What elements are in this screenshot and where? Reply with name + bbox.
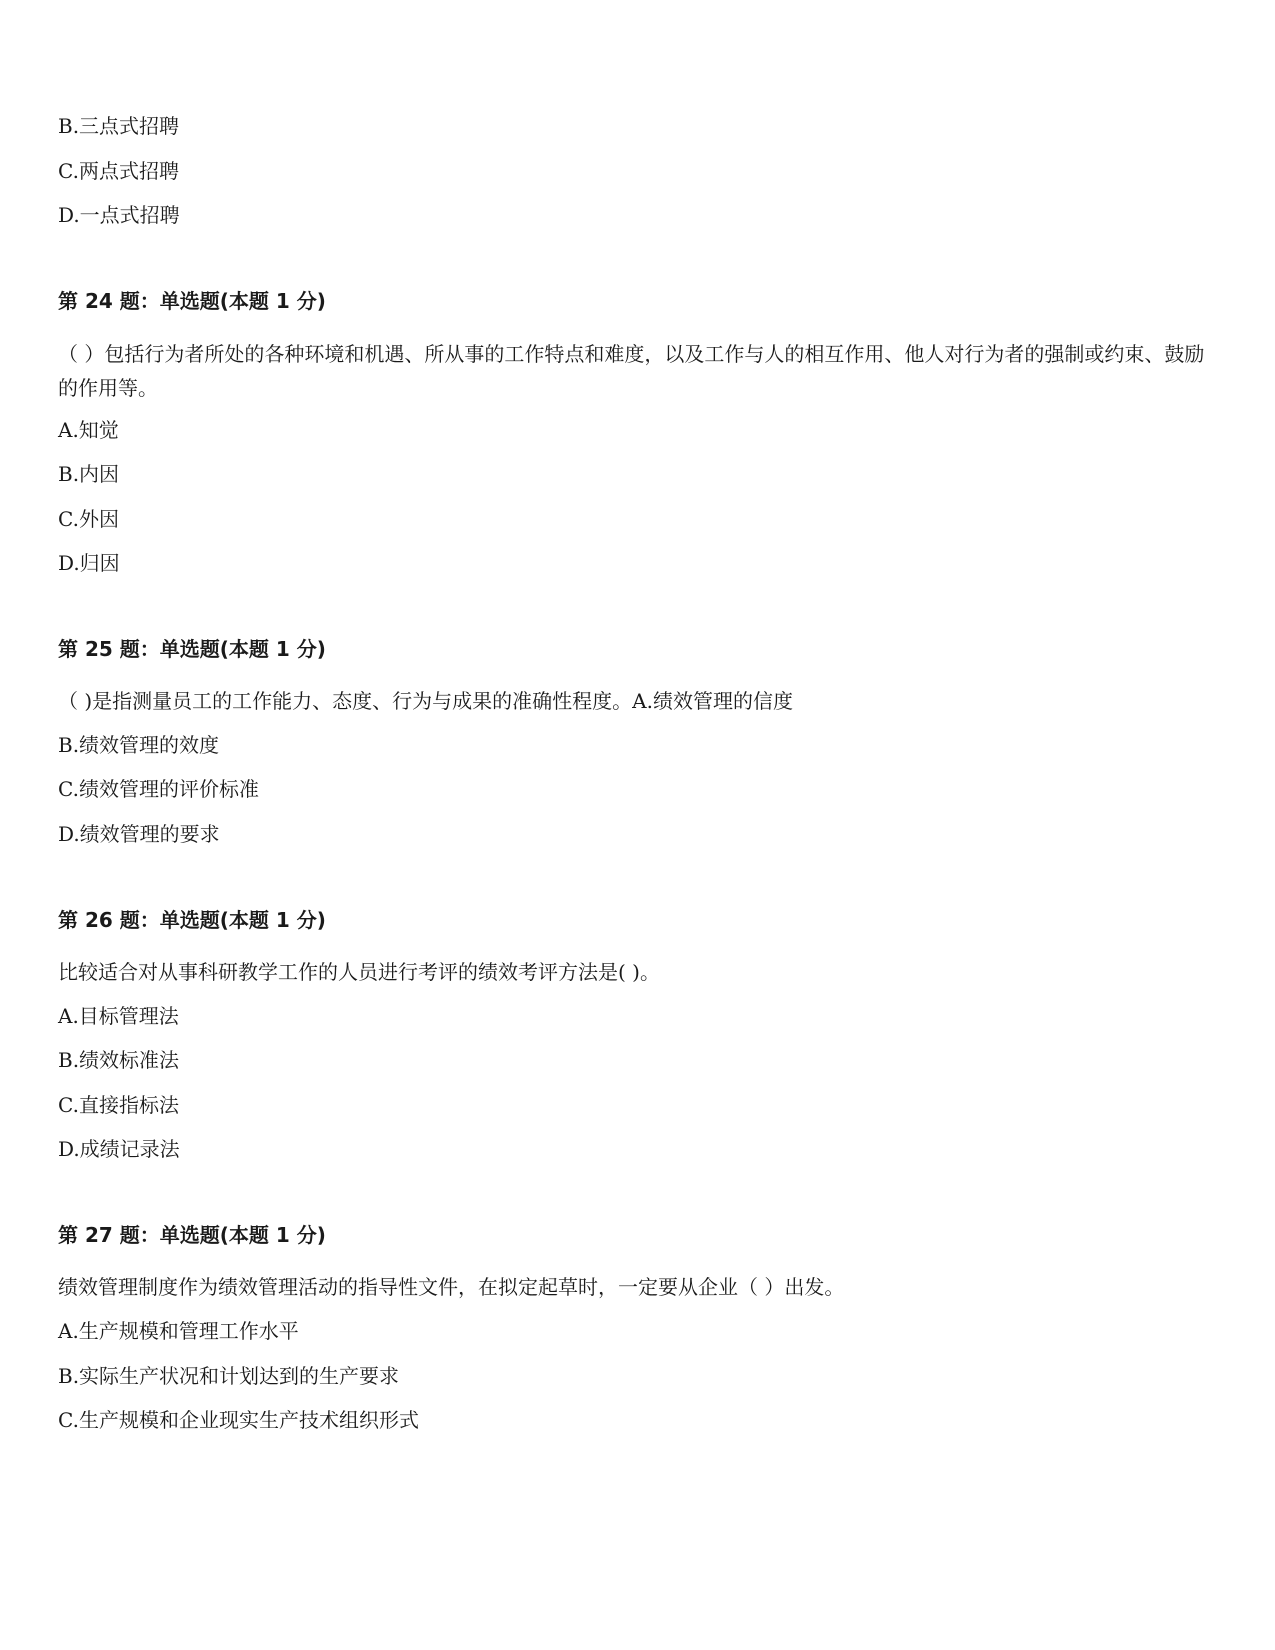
question-stem: （ )是指测量员工的工作能力、态度、行为与成果的准确性程度。A.绩效管理的信度 <box>58 689 793 713</box>
question-heading: 第 27 题：单选题(本题 1 分) <box>58 1223 326 1247</box>
option-text: C.外因 <box>58 507 119 531</box>
option-text: D.成绩记录法 <box>58 1137 180 1161</box>
option-text: B.绩效管理的效度 <box>58 733 220 757</box>
option-text: B.实际生产状况和计划达到的生产要求 <box>58 1364 400 1388</box>
option-text: B.三点式招聘 <box>58 114 180 138</box>
option-text: C.绩效管理的评价标准 <box>58 777 259 801</box>
question-stem: （ ）包括行为者所处的各种环境和机遇、所从事的工作特点和难度，以及工作与人的相互作用、他人对行为者的强制或约束、鼓励的作用等。 <box>58 342 1205 400</box>
question-heading: 第 26 题：单选题(本题 1 分) <box>58 908 326 932</box>
option-text: C.两点式招聘 <box>58 159 179 183</box>
option-text: A.生产规模和管理工作水平 <box>58 1319 299 1343</box>
option-text: D.绩效管理的要求 <box>58 822 220 846</box>
option-text: D.归因 <box>58 551 120 575</box>
question-stem: 比较适合对从事科研教学工作的人员进行考评的绩效考评方法是( )。 <box>58 960 660 984</box>
option-text: B.内因 <box>58 462 120 486</box>
option-text: C.直接指标法 <box>58 1093 179 1117</box>
question-heading: 第 25 题：单选题(本题 1 分) <box>58 637 326 661</box>
option-text: A.知觉 <box>58 418 119 442</box>
question-stem: 绩效管理制度作为绩效管理活动的指导性文件，在拟定起草时，一定要从企业（ ）出发。 <box>58 1275 845 1299</box>
option-text: D.一点式招聘 <box>58 203 180 227</box>
option-text: B.绩效标准法 <box>58 1048 180 1072</box>
question-heading: 第 24 题：单选题(本题 1 分) <box>58 289 326 313</box>
option-text: C.生产规模和企业现实生产技术组织形式 <box>58 1408 419 1432</box>
option-text: A.目标管理法 <box>58 1004 179 1028</box>
